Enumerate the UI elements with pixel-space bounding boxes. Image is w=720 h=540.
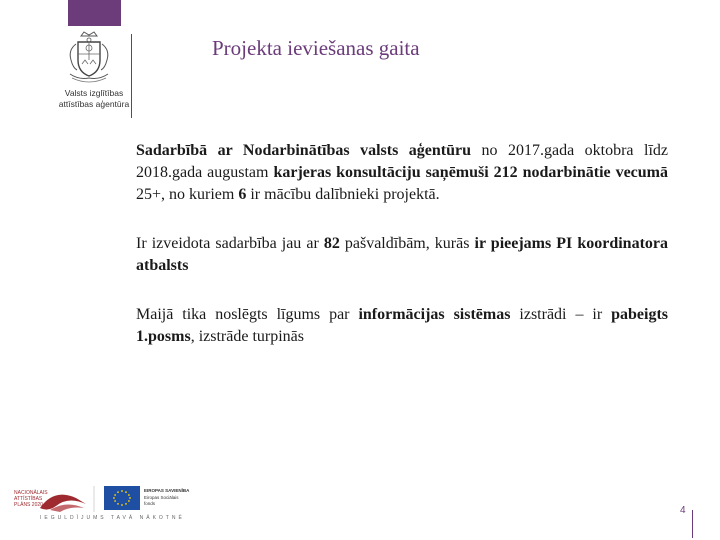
eu-text-3: fonds <box>144 501 156 506</box>
bold-text: karjeras konsultāciju saņēmuši 212 nodarbinātie vecumā <box>273 164 668 181</box>
text: no 2017.gada oktobra līdz 2018.gada augustam <box>136 142 668 181</box>
agency-name-line1: Valsts izglītības <box>64 88 124 98</box>
eu-logo <box>104 486 190 510</box>
bold-text: informācijas sistēmas <box>358 306 511 323</box>
text: 25+, no kuriem <box>136 186 239 203</box>
agency-name <box>52 88 136 110</box>
bold-text: pabeigts 1.posms <box>136 306 668 345</box>
eu-flag-icon <box>104 486 140 510</box>
eu-text-1: EIROPAS SAVIENĪBA <box>144 488 190 493</box>
nap-logo-text-1: NACIONĀLAIS <box>14 490 48 496</box>
bold-text: ir pieejams PI koordinatora atbalsts <box>136 235 669 274</box>
nap-logo-text-3: PLĀNS 2020 <box>14 502 43 508</box>
header-accent-bar <box>68 0 121 26</box>
page-number-rule <box>692 510 693 538</box>
page-title: Projekta ieviešanas gaita <box>212 36 420 60</box>
text: , izstrāde turpinās <box>190 328 304 345</box>
text: ir mācību dalībnieki projektā. <box>246 186 440 203</box>
text: Maijā tika noslēgts līgums par <box>136 306 359 323</box>
bold-text: 82 <box>323 235 340 252</box>
paragraph-information-system <box>136 304 668 348</box>
coat-of-arms-icon <box>64 30 114 86</box>
header-divider <box>131 34 132 118</box>
nap2020-logo <box>14 489 86 512</box>
page-number: 4 <box>680 505 686 516</box>
nap-logo-text-2: ATTĪSTĪBAS <box>14 496 43 502</box>
agency-name-line2: attīstības aģentūra <box>58 99 130 109</box>
text: Ir izveidota sadarbība jau ar <box>136 235 324 252</box>
text: pašvaldībām, kurās <box>339 235 475 252</box>
slide-content <box>136 140 668 348</box>
paragraph-employment-agency <box>136 140 668 206</box>
bold-text: Sadarbībā ar Nodarbinātības valsts aģentūru <box>136 142 472 159</box>
footer-tagline: IEGULDĪJUMS TAVĀ NĀKOTNĒ <box>40 515 185 521</box>
bold-text: 6 <box>238 186 247 203</box>
eu-text-2: Eiropas Sociālais <box>144 495 179 500</box>
paragraph-municipalities <box>136 233 668 277</box>
text: izstrādi – ir <box>510 306 612 323</box>
